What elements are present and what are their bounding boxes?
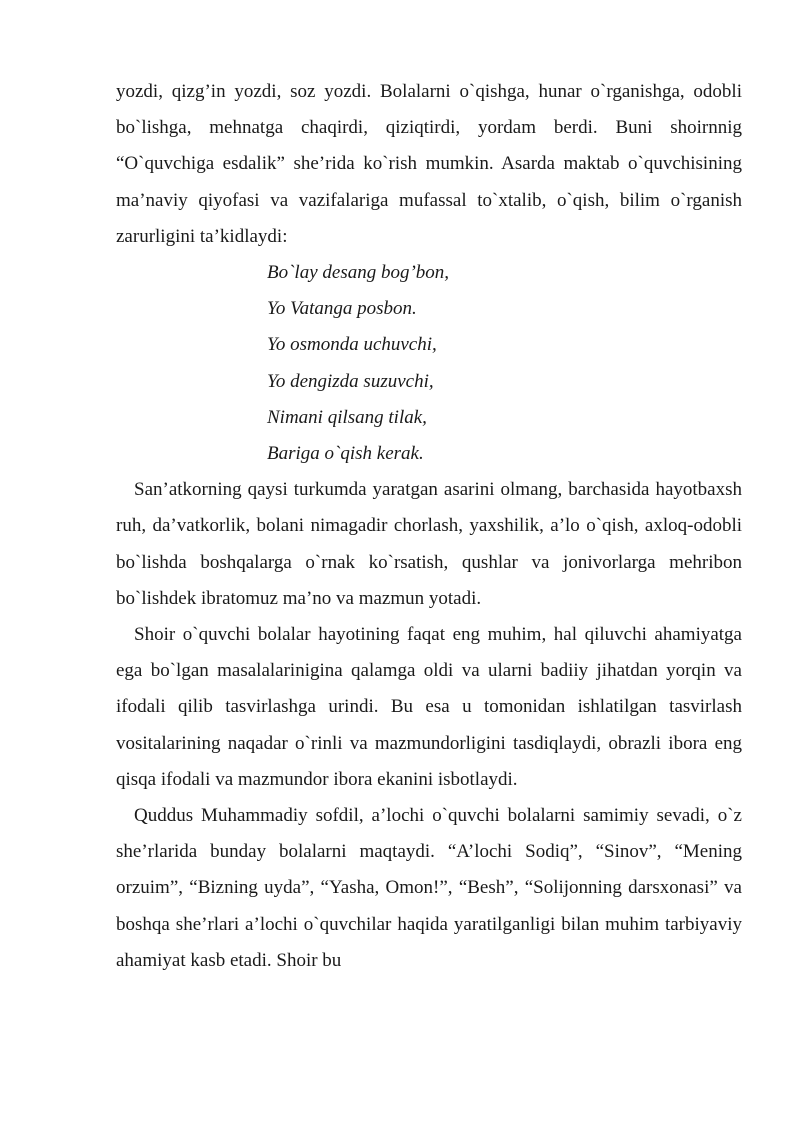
poem-line-6: Bariga o`qish kerak. [267, 443, 424, 465]
poem-line-3: Yo osmonda uchuvchi, [267, 334, 437, 356]
poem-line-4: Yo dengizda suzuvchi, [267, 370, 434, 392]
poem-line-5: Nimani qilsang tilak, [267, 406, 427, 428]
paragraph-intro: yozdi, qizg’in yozdi, soz yozdi. Bolalarni o`qishga, hunar o`rganishga, odobli bo`lishga, mehnatga chaqirdi, qiziqtirdi, yordam berdi. Buni shoirnnig “O`quvchiga esdalik” she’rida ko`rish mumkin. Asarda maktab o`quvchisining ma’naviy qiyofasi va vazifalariga mufassal to`xtalib, o`qish, bilim o`rganish zarurligini ta’kidlaydi: [116, 81, 742, 247]
document-page [116, 74, 742, 979]
paragraph-santatkor: San’atkorning qaysi turkumda yaratgan asarini olmang, barchasida hayotbaxsh ruh, da’vatkorlik, bolani nimagadir chorlash, yaxshilik, a’lo o`qish, axloq-odobli bo`lishda boshqalarga o`rnak ko`rsatish, qushlar va jonivorlarga mehribon bo`lishdek ibratomuz ma’no va mazmun yotadi. [116, 479, 742, 609]
poem-line-1: Bo`lay desang bog’bon, [267, 262, 450, 284]
paragraph-quddus: Quddus Muhammadiy sofdil, a’lochi o`quvchi bolalarni samimiy sevadi, o`z she’rlarida bunday bolalarni maqtaydi. “A’lochi Sodiq”, “Sinov”, “Mening orzuim”, “Bizning uyda”, “Yasha, Omon!”, “Besh”, “Solijonning darsxonasi” va boshqa she’rlari a’lochi o`quvchilar haqida yaratilganligi bilan muhim tarbiyaviy ahamiyat kasb etadi. Shoir bu [116, 805, 742, 971]
paragraph-shoir: Shoir o`quvchi bolalar hayotining faqat eng muhim, hal qiluvchi ahamiyatga ega bo`lgan masalalarinigina qalamga oldi va ularni badiiy jihatdan yorqin va ifodali qilib tasvirlashga urindi. Bu esa u tomonidan ishlatilgan tasvirlash vositalarining naqadar o`rinli va mazmundorligini tasdiqlaydi, obrazli ibora eng qisqa ifodali va mazmundor ibora ekanini isbotlaydi. [116, 624, 742, 790]
poem-line-2: Yo Vatanga posbon. [267, 298, 417, 320]
poem-block [116, 255, 742, 472]
